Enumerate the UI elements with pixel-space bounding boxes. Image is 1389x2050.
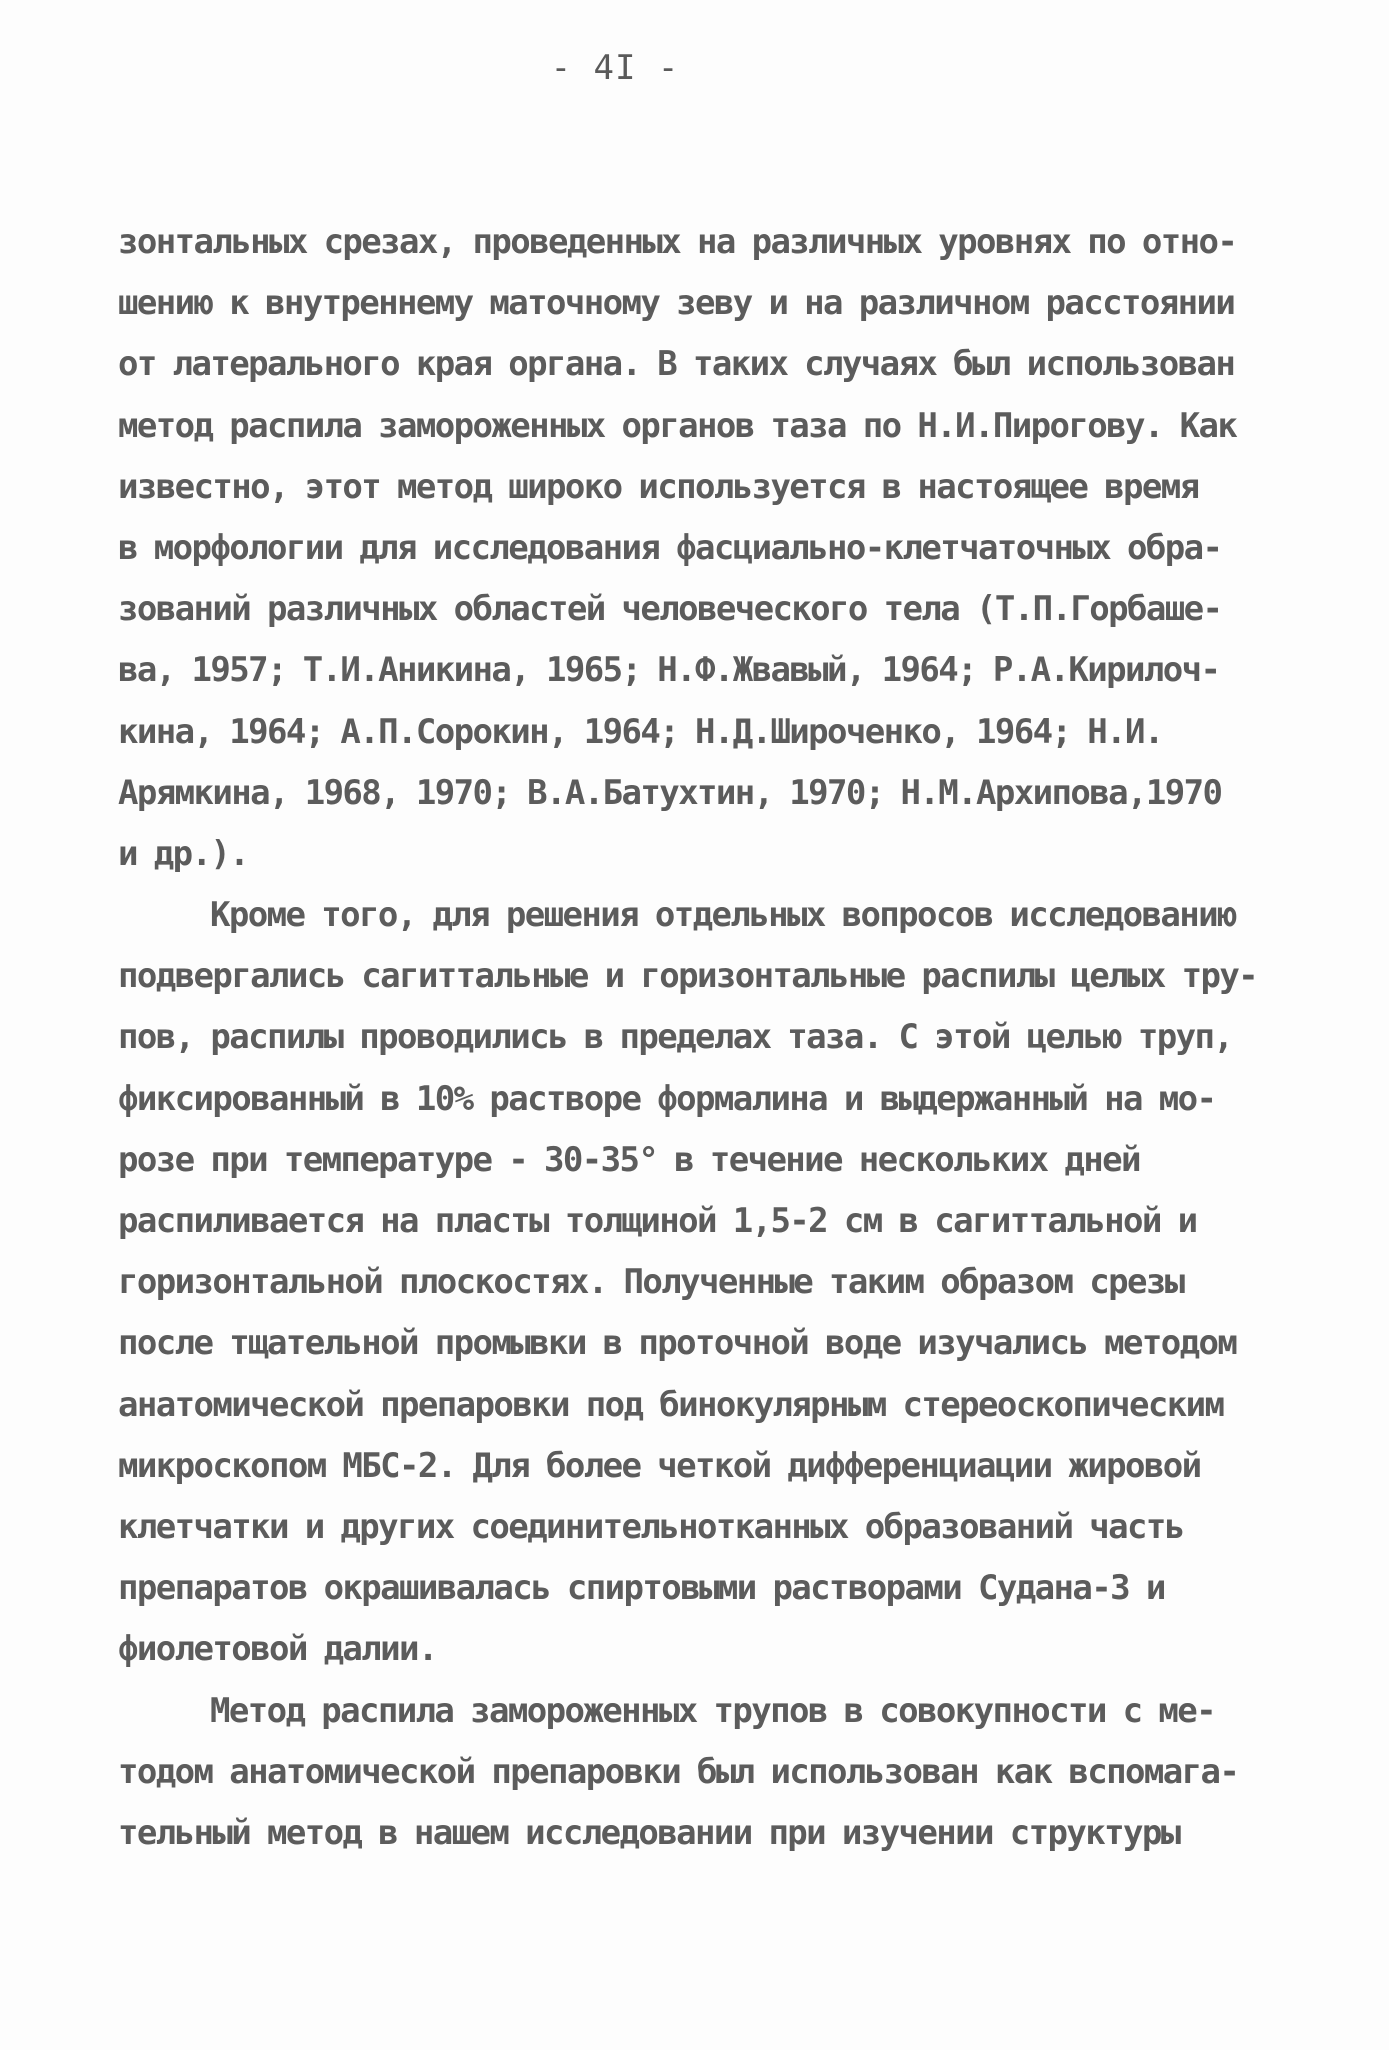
text-line: зований различных областей человеческого тела (Т.П.Горбаше- bbox=[118, 589, 1222, 630]
text-line: препаратов окрашивалась спиртовыми растворами Судана-3 и bbox=[118, 1568, 1165, 1609]
text-line: после тщательной промывки в проточной воде изучались методом bbox=[118, 1323, 1237, 1364]
text-line: микроскопом МБС-2. Для более четкой дифференциации жировой bbox=[118, 1445, 1201, 1486]
text-line: анатомической препаровки под бинокулярным стереоскопическим bbox=[118, 1384, 1224, 1425]
text-line: метод распила замороженных органов таза по Н.И.Пирогову. Как bbox=[118, 405, 1237, 446]
text-line: тодом анатомической препаровки был использован как вспомага- bbox=[118, 1751, 1239, 1792]
page-number: - 4I - bbox=[550, 48, 680, 88]
text-line: ва, 1957; Т.И.Аникина, 1965; Н.Ф.Жвавый, 1964; Р.А.Кирилоч- bbox=[118, 650, 1220, 691]
text-line: известно, этот метод широко используется в настоящее время bbox=[118, 466, 1199, 507]
text-line: горизонтальной плоскостях. Полученные таким образом срезы bbox=[118, 1262, 1184, 1303]
text-line: клетчатки и других соединительнотканных образований часть bbox=[118, 1506, 1184, 1547]
text-line: Арямкина, 1968, 1970; В.А.Батухтин, 1970; Н.М.Архипова,1970 bbox=[118, 772, 1222, 813]
text-line: кина, 1964; А.П.Сорокин, 1964; Н.Д.Широченко, 1964; Н.И. bbox=[118, 711, 1163, 752]
text-line: в морфологии для исследования фасциально-клетчаточных обра- bbox=[118, 527, 1222, 568]
text-line: тельный метод в нашем исследовании при изучении структуры bbox=[118, 1812, 1180, 1853]
paragraph-start-line: Метод распила замороженных трупов в совокупности с ме- bbox=[210, 1690, 1215, 1731]
text-line: от латерального края органа. В таких случаях был использован bbox=[118, 344, 1235, 385]
paragraph-start-line: Кроме того, для решения отдельных вопросов исследованию bbox=[210, 895, 1236, 936]
text-line: фиксированный в 10% растворе формалина и выдержанный на мо- bbox=[118, 1078, 1216, 1119]
text-line: распиливается на пласты толщиной 1,5-2 см в сагиттальной и bbox=[118, 1201, 1197, 1241]
text-line: пов, распилы проводились в пределах таза. С этой целью труп, bbox=[118, 1017, 1233, 1058]
text-line: шению к внутреннему маточному зеву и на различном расстоянии bbox=[118, 283, 1235, 324]
body-text bbox=[118, 212, 1278, 1864]
text-line: подвергались сагиттальные и горизонтальные распилы целых тру- bbox=[118, 956, 1258, 997]
text-line: зонтальных срезах, проведенных на различных уровнях по отно- bbox=[118, 222, 1237, 262]
text-line: розе при температуре - 30-35° в течение нескольких дней bbox=[118, 1139, 1140, 1180]
text-line: и др.). bbox=[118, 833, 249, 874]
text-line: фиолетовой далии. bbox=[118, 1629, 437, 1670]
